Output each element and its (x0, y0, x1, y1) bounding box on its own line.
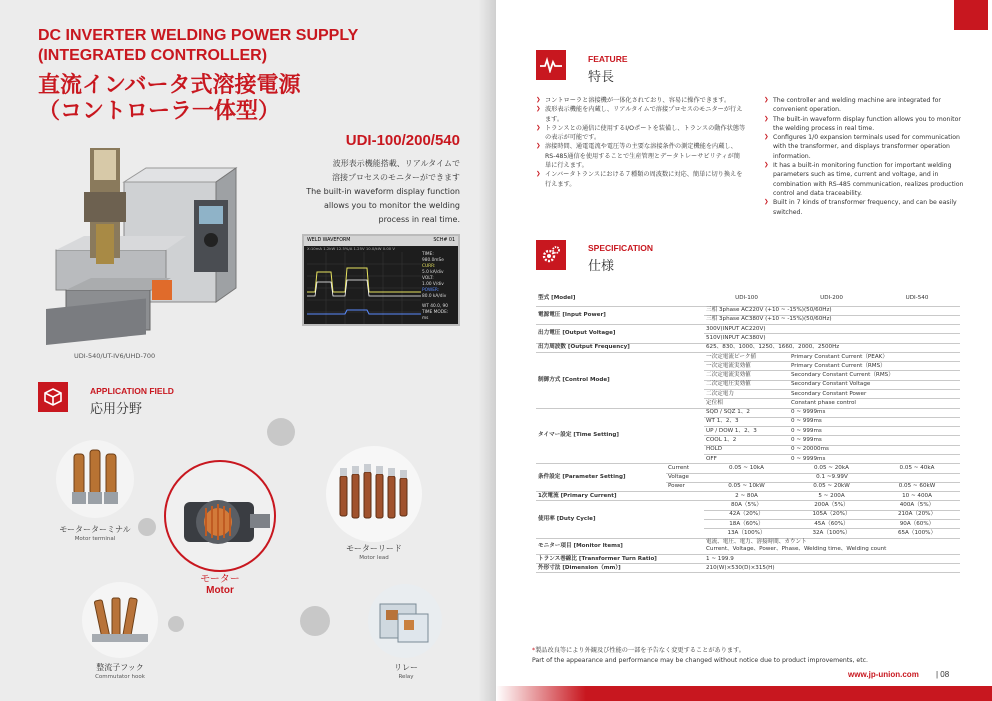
timer-range: 0 ~ 999ms (789, 427, 960, 436)
gear-icon (536, 240, 566, 270)
control-mode-en: Constant phase control (789, 399, 960, 408)
primary-current-value: 10 ~ 400A (874, 492, 960, 501)
desc-en-2: allows you to monitor the welding (324, 201, 460, 210)
time-label: TIME: (422, 252, 434, 257)
feature-jp-item: ❯ コントローラと溶接機が一体化されており、容易に操作できます。 (536, 96, 746, 105)
spec-row-duty (536, 501, 960, 510)
motor-lead-en: Motor lead (359, 555, 389, 561)
timer-range: 0 ~ 20000ms (789, 445, 960, 454)
param-voltage-label: Voltage (666, 473, 704, 482)
wt-value: WT 40.0, 90 (422, 304, 449, 309)
relay-label (356, 662, 456, 681)
feature-en-item: ❯ The controller and welding machine are integrated for convenient operation. (764, 96, 964, 115)
duty-value: 42A（20%） (704, 510, 789, 519)
output-voltage-value: 510V(INPUT AC380V) (704, 334, 960, 343)
power-label: POWER: (422, 288, 440, 293)
corner-tab (954, 0, 988, 30)
spec-row-model (536, 292, 960, 306)
feature-en-item: ❯ Built in 7 kinds of transformer frequency, and can be easily switched. (764, 198, 964, 217)
commutator-hook-jp: 整流子フック (96, 663, 144, 672)
waveform-plot (307, 252, 421, 324)
title-japanese: 直流インバータ式溶接電源 （コントローラ一体型） (38, 72, 301, 124)
model-udi-540: UDI-540 (874, 292, 960, 306)
spec-row-parameter (536, 464, 960, 473)
commutator-hook-label (60, 662, 180, 681)
monitor-items-jp: 電流、電圧、電力、溶接時間、カウント (706, 539, 807, 546)
page-fold-shadow (478, 0, 496, 701)
spec-row-control (536, 352, 960, 361)
spec-row-monitor (536, 538, 960, 554)
desc-jp-1: 波形表示機能搭載、リアルタイムで (332, 159, 460, 168)
feature-en-item: ❯ Configures 1/0 expansion terminals used for communication with the transformer, and displays transformer operation information. (764, 133, 964, 161)
model-udi-100: UDI-100 (704, 292, 789, 306)
input-power-value: 三相 3phase AC220V (+10 ~ -15%)(50/60Hz) (704, 306, 960, 315)
monitor-items-label: モニター項目 [Monitor Items] (536, 538, 666, 554)
timer-name: UP / DOW 1、2、3 (704, 427, 789, 436)
control-mode-label: 制御方式 [Control Mode] (536, 352, 666, 408)
waveform-header (304, 236, 458, 246)
timer-name: OFF (704, 455, 789, 464)
timer-range: 0 ~ 999ms (789, 417, 960, 426)
note-en: Part of the appearance and performance may be changed without notice due to product improvements, etc. (532, 657, 869, 664)
page-number: | 08 (936, 670, 950, 679)
application-heading-en: APPLICATION FIELD (90, 386, 174, 396)
turn-ratio-label: トランス巻線比 [Transformer Turn Ratio] (536, 554, 666, 563)
dimension-value: 210(W)×530(D)×315(H) (704, 564, 960, 573)
desc-en-3: process in real time. (378, 215, 460, 224)
pulse-icon (536, 50, 566, 80)
spec-row-dimension (536, 564, 960, 573)
primary-current-value: 2 ~ 80A (704, 492, 789, 501)
disclaimer-note (532, 646, 868, 666)
time-mode: TIME MODE: ms (422, 310, 449, 321)
decor-dot (267, 418, 295, 446)
duty-value: 65A（100%） (874, 529, 960, 538)
waveform-title: WELD WAVEFORM (307, 238, 351, 243)
param-power-label: Power (666, 482, 704, 491)
waveform-display (302, 234, 460, 326)
feature-jp-item: ❯ 溶接時間、通電電流や電圧等の主要な溶接条件の測定機能を内蔵し、RS-485通信を使用することで生産管理とデータトレーサビリティが簡単に行えます。 (536, 142, 746, 170)
turn-ratio-value: 1 ~ 199.9 (704, 554, 960, 563)
motor-en: Motor (206, 585, 234, 596)
timer-range: 0 ~ 999ms (789, 436, 960, 445)
primary-current-value: 5 ~ 200A (789, 492, 874, 501)
note-star: * (532, 647, 536, 654)
product-description (250, 157, 460, 227)
specification-table (536, 292, 960, 573)
param-current-value: 0.05 ~ 40kA (874, 464, 960, 473)
volt-value: 1.00 V/div (422, 282, 444, 287)
footer-red-bar (496, 686, 992, 701)
spec-heading-en: SPECIFICATION (588, 243, 654, 253)
duty-value: 13A（100%） (704, 529, 789, 538)
spec-row-turn-ratio (536, 554, 960, 563)
note-jp: 製品改良等により外観及び性能の一部を予告なく変更することがあります。 (535, 647, 745, 654)
duty-value: 210A（20%） (874, 510, 960, 519)
desc-jp-2: 溶接プロセスのモニターができます (332, 173, 460, 182)
param-power-value: 0.05 ~ 20kW (789, 482, 874, 491)
duty-value: 105A（20%） (789, 510, 874, 519)
motor-terminal-label (40, 524, 150, 543)
spec-row-output (536, 325, 960, 334)
waveform-legend (422, 252, 456, 322)
control-mode-jp: 二次定電力 (704, 390, 789, 399)
control-mode-jp: 定位相 (704, 399, 789, 408)
commutator-hook-image (82, 582, 158, 658)
product-caption: UDI-540/UT-IV6/UHD-700 (74, 352, 156, 360)
relay-image (368, 584, 442, 658)
right-page (496, 0, 992, 701)
feature-jp-item: ❯ トランスとの通信に使用するI/Oポートを装備し、トランスの動作状態等の表示が可能です。 (536, 124, 746, 143)
parameter-setting-label: 条件設定 [Parameter Setting] (536, 464, 666, 492)
duty-value: 90A（60%） (874, 519, 960, 528)
feature-en-item: ❯ The built-in waveform display function allows you to monitor the welding process in real time. (764, 115, 964, 134)
website-link[interactable]: www.jp-union.com (848, 670, 919, 679)
feature-heading-en: FEATURE (588, 54, 628, 64)
curr-value: 5.0 kA/div (422, 270, 444, 275)
duty-value: 45A（60%） (789, 519, 874, 528)
output-voltage-label: 出力電圧 [Output Voltage] (536, 325, 666, 344)
model-label: 型式 [Model] (536, 292, 666, 306)
timer-name: COOL 1、2 (704, 436, 789, 445)
input-power-value: 三相 3phase AC380V (+10 ~ -15%)(50/60Hz) (704, 315, 960, 324)
param-current-label: Current (666, 464, 704, 473)
control-mode-jp: 二次定電流実効値 (704, 371, 789, 380)
control-mode-en: Secondary Constant Current（RMS） (789, 371, 960, 380)
timer-range: 0 ~ 9999ms (789, 455, 960, 464)
motor-terminal-image (56, 440, 134, 518)
param-power-value: 0.05 ~ 60kW (874, 482, 960, 491)
motor-jp: モーター (200, 574, 240, 585)
control-mode-jp: 二次定電圧実効値 (704, 380, 789, 389)
time-setting-label: タイマー設定 [Time Setting] (536, 408, 666, 464)
control-mode-jp: 一次定電流実効値 (704, 362, 789, 371)
motor-label (160, 574, 280, 596)
desc-en-1: The built-in waveform display function (306, 187, 460, 196)
relay-en: Relay (398, 674, 414, 680)
waveform-sch: SCH# 01 (433, 238, 455, 243)
feature-en-item: ❯ It has a built-in monitoring function for important welding parameters such as time, current and voltage, and in combination with RS-485 communication, realizes production control and data traceability. (764, 161, 964, 198)
volt-label: VOLT: (422, 276, 434, 281)
power-value: 80.0 kA/div (422, 294, 447, 299)
motor-lead-label (322, 543, 426, 562)
spec-heading-jp: 仕様 (588, 259, 615, 274)
output-frequency-value: 625、830、1000、1250、1660、2000、2500Hz (704, 343, 960, 352)
timer-name: HOLD (704, 445, 789, 454)
feature-jp-item: ❯ インバータトランスにおける７種類の周波数に対応、簡単に切り換えを行えます。 (536, 170, 746, 189)
primary-current-label: 1次電流 [Primary Current] (536, 492, 666, 501)
duty-value: 18A（60%） (704, 519, 789, 528)
time-value: 980.0mSe (422, 258, 444, 263)
spec-row-primary-current (536, 492, 960, 501)
title-en-line-2: (INTEGRATED CONTROLLER) (38, 47, 268, 64)
welding-machine-photo (36, 140, 246, 350)
motor-terminal-jp: モーターターミナル (59, 525, 131, 534)
dimension-label: 外形寸法 [Dimension（mm）] (536, 564, 666, 573)
title-en-line-1: DC INVERTER WELDING POWER SUPPLY (38, 27, 359, 44)
control-mode-en: Primary Constant Current（PEAK） (789, 352, 960, 361)
decor-dot (300, 606, 330, 636)
control-mode-en: Secondary Constant Power (789, 390, 960, 399)
feature-list-jp (536, 96, 746, 189)
title-english (38, 26, 468, 66)
duty-value: 400A（5%） (874, 501, 960, 510)
monitor-items-value (704, 538, 960, 554)
param-power-value: 0.05 ~ 10kW (704, 482, 789, 491)
param-current-value: 0.05 ~ 20kA (789, 464, 874, 473)
motor-terminal-en: Motor terminal (74, 536, 116, 542)
output-frequency-label: 出力周波数 [Output Frequency] (536, 343, 666, 352)
timer-range: 0 ~ 9999ms (789, 408, 960, 417)
duty-value: 32A（100%） (789, 529, 874, 538)
param-current-value: 0.05 ~ 10kA (704, 464, 789, 473)
control-mode-en: Secondary Constant Voltage (789, 380, 960, 389)
box-icon (38, 382, 68, 412)
motor-lead-jp: モーターリード (346, 544, 402, 553)
control-mode-jp: 一次定電流ピーク値 (704, 352, 789, 361)
feature-jp-item: ❯ 波形表示機能を内蔵し、リアルタイムで溶接プロセスのモニターが行えます。 (536, 105, 746, 124)
curr-label: CURR: (422, 264, 436, 269)
motor-lead-image (326, 446, 422, 542)
timer-name: WT 1、2、3 (704, 417, 789, 426)
duty-value: 80A（5%） (704, 501, 789, 510)
duty-value: 200A（5%） (789, 501, 874, 510)
decor-dot (168, 616, 184, 632)
spec-row-timer (536, 408, 960, 417)
motor-image (164, 460, 276, 572)
commutator-hook-en: Commutator hook (95, 674, 145, 680)
param-voltage-value: 0.1 ~9.99V (704, 473, 960, 482)
output-voltage-value: 300V(INPUT AC220V) (704, 325, 960, 334)
timer-name: SQD / SQZ 1、2 (704, 408, 789, 417)
feature-list-en (764, 96, 964, 217)
model-udi-200: UDI-200 (789, 292, 874, 306)
feature-heading-jp: 特長 (588, 70, 615, 85)
application-heading-jp: 応用分野 (90, 402, 143, 417)
waveform-subheader: X:10mA 1.2kW 12.5%/A 1.25V 10.0/kW 0.00 V (307, 246, 395, 251)
model-number: UDI-100/200/540 (345, 132, 460, 149)
relay-jp: リレー (394, 663, 418, 672)
monitor-items-en: Current、Voltage、Power、Phase、Welding time、Welding count (706, 546, 887, 553)
duty-cycle-label: 使用率 [Duty Cycle] (536, 501, 666, 538)
input-power-label: 電源電圧 [Input Power] (536, 306, 666, 325)
control-mode-en: Primary Constant Current（RMS） (789, 362, 960, 371)
spec-row-frequency (536, 343, 960, 352)
spec-row-input (536, 306, 960, 315)
